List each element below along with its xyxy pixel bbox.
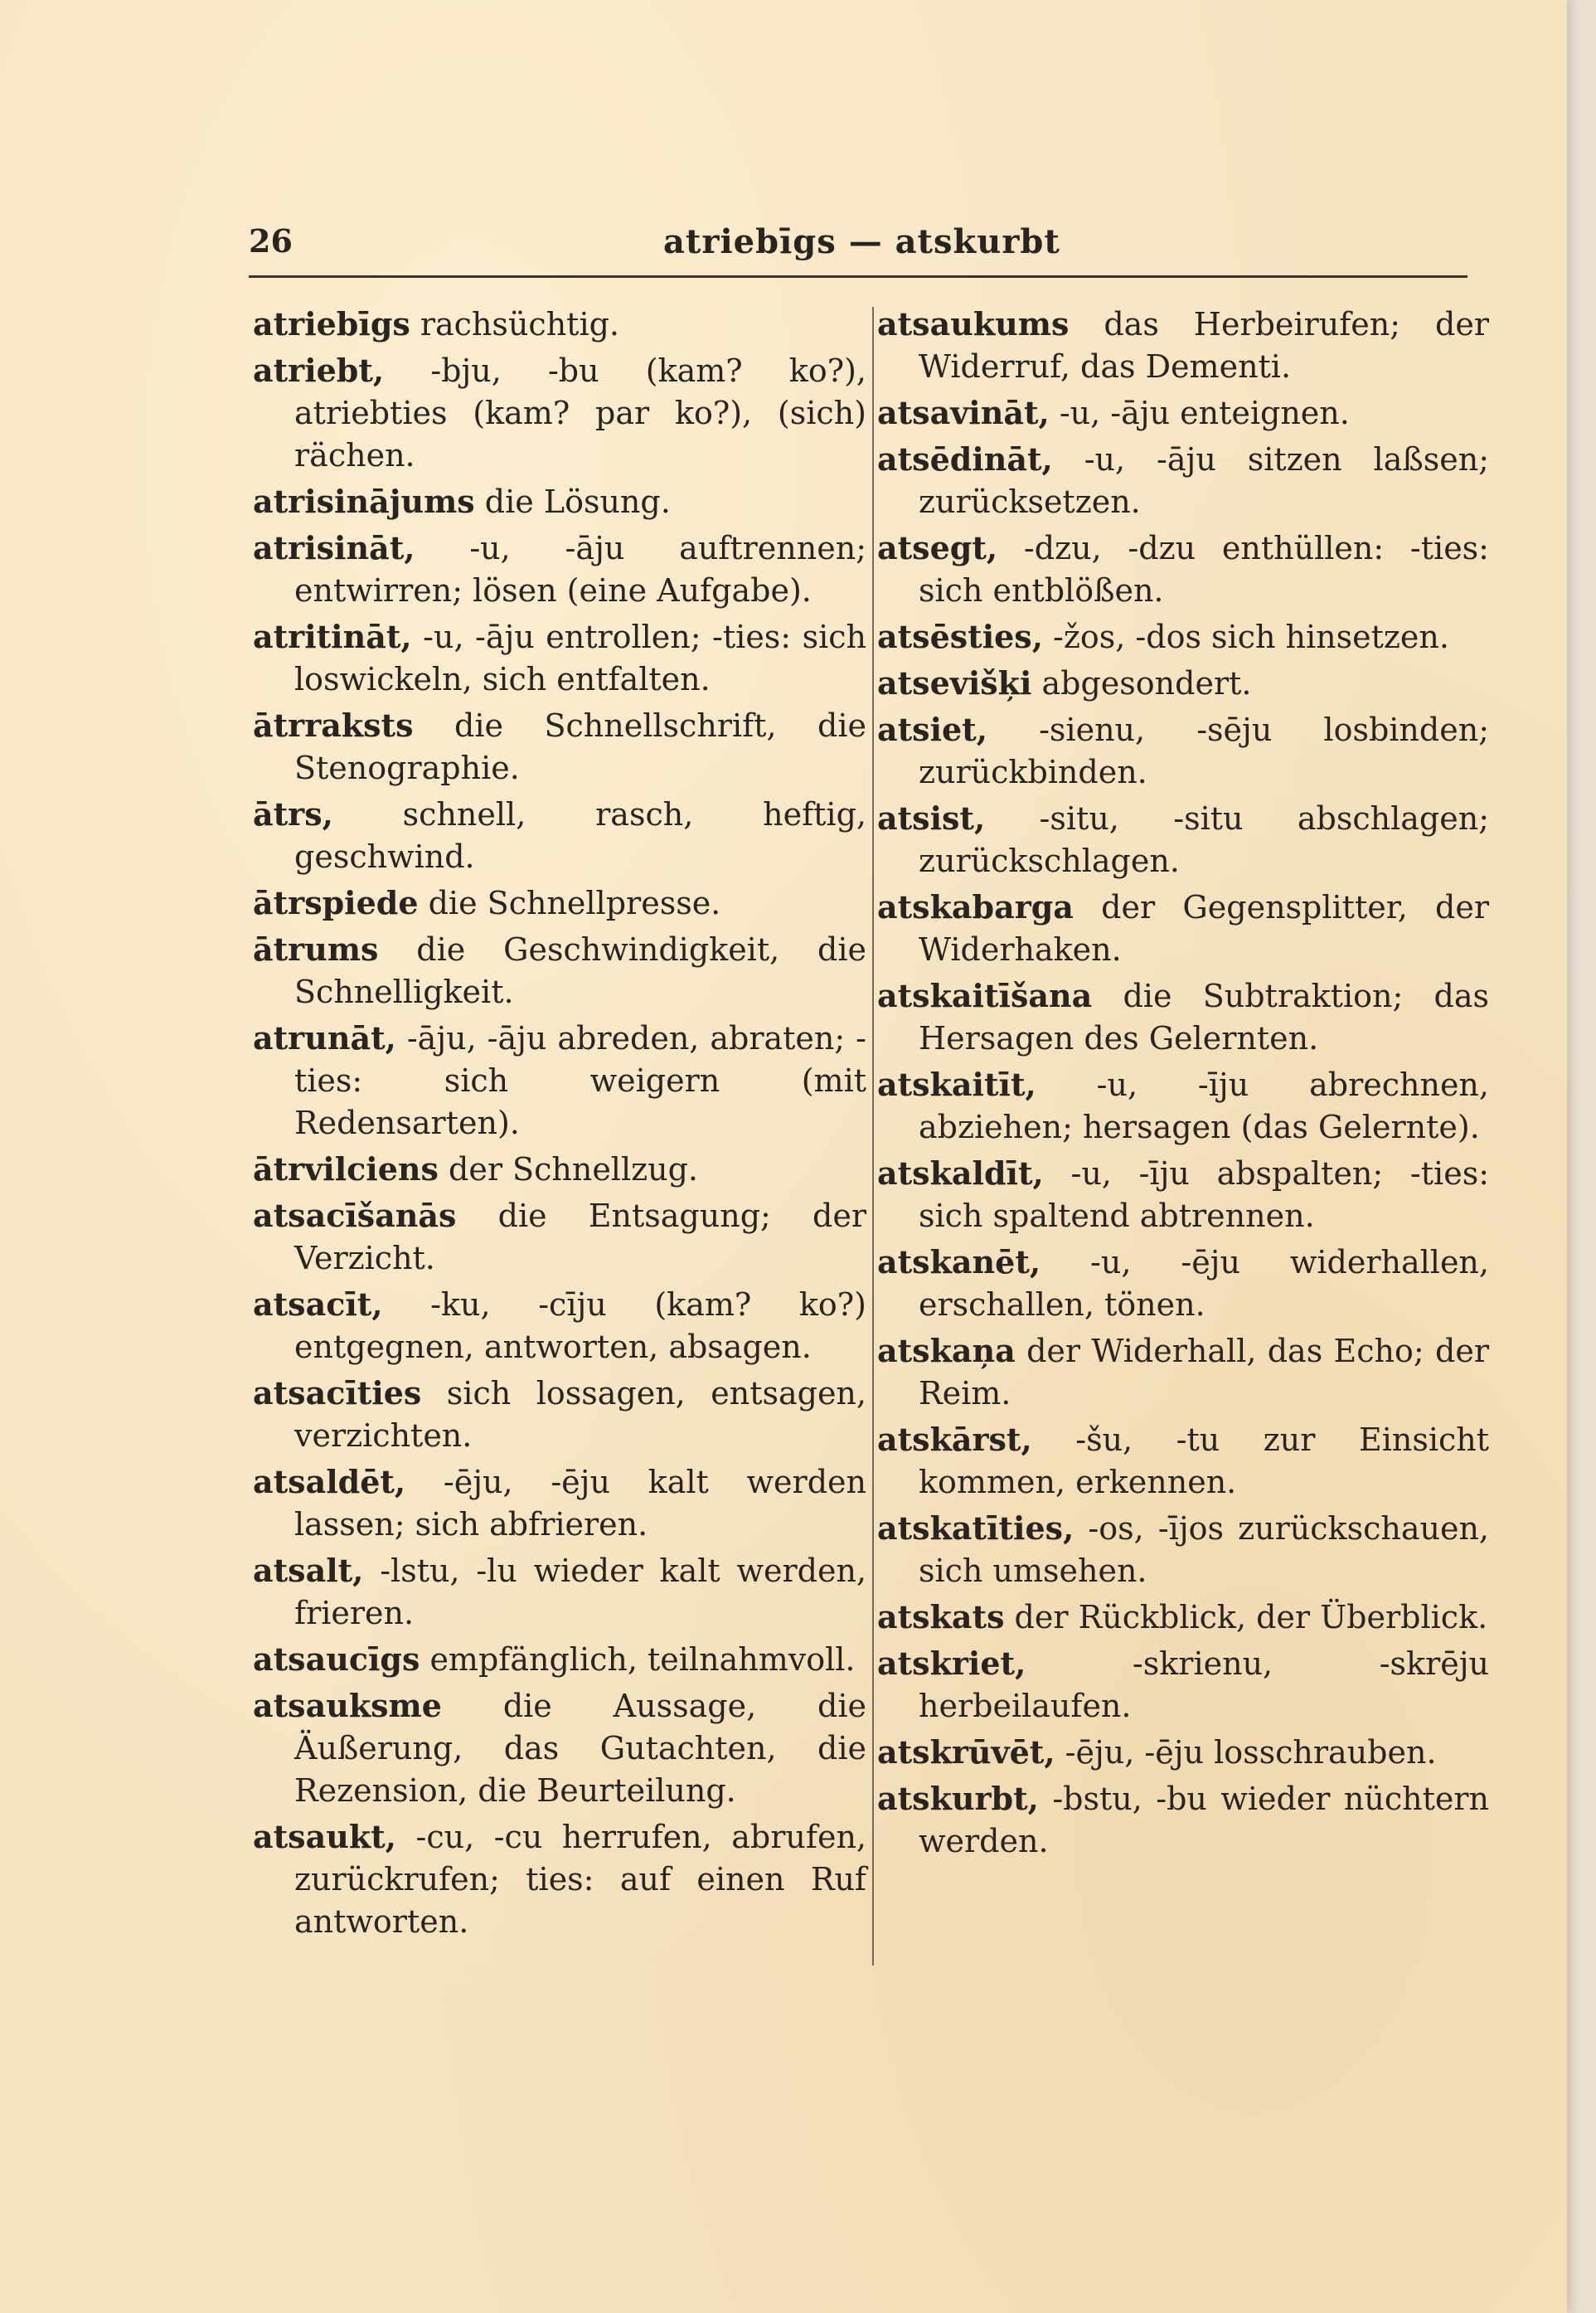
dictionary-entry bbox=[253, 1194, 866, 1280]
entry-definition: der Schnellzug. bbox=[438, 1151, 699, 1188]
entry-headword: atsēsties, bbox=[877, 618, 1043, 655]
dictionary-entry bbox=[253, 480, 866, 523]
dictionary-entry bbox=[253, 882, 866, 925]
entry-definition: der Widerhall, das Echo; der Reim. bbox=[919, 1333, 1489, 1412]
entry-definition: -situ, -situ abschlagen; zurückschlagen. bbox=[919, 800, 1489, 879]
dictionary-entry bbox=[877, 1507, 1489, 1592]
entry-definition: -ēju, -ēju kalt werden lassen; sich abfrieren. bbox=[294, 1464, 866, 1543]
dictionary-entry bbox=[877, 303, 1489, 388]
entry-headword: ātrums bbox=[253, 931, 379, 968]
entry-definition: -skrienu, -skrēju herbeilaufen. bbox=[919, 1645, 1489, 1724]
entry-definition: das Herbeirufen; der Widerruf, das Dementi. bbox=[919, 306, 1489, 385]
entry-headword: atriebt, bbox=[253, 352, 385, 389]
entry-definition: -u, -īju abspalten; -ties: sich spaltend abtrennen. bbox=[919, 1155, 1489, 1234]
entry-definition: die Subtraktion; das Hersagen des Gelernten. bbox=[919, 978, 1489, 1057]
entry-headword: atsegt, bbox=[877, 529, 998, 566]
entry-definition: -šu, -tu zur Einsicht kommen, erkennen. bbox=[919, 1421, 1489, 1500]
entry-headword: atskaņa bbox=[877, 1332, 1016, 1369]
entry-definition: -bju, -bu (kam? ko?), atriebties (kam? par ko?), (sich) rächen. bbox=[294, 352, 866, 474]
entry-headword: atrunāt, bbox=[253, 1019, 396, 1057]
entry-headword: atskats bbox=[877, 1598, 1005, 1635]
dictionary-entry bbox=[253, 1017, 866, 1144]
dictionary-entry bbox=[253, 1283, 866, 1368]
entry-definition: -ku, -cīju (kam? ko?) entgegnen, antworten, absagen. bbox=[294, 1286, 866, 1365]
entry-headword: atsauksme bbox=[253, 1687, 442, 1724]
entry-headword: atsaukums bbox=[877, 305, 1070, 343]
dictionary-entry bbox=[253, 1460, 866, 1546]
entry-definition: -žos, -dos sich hinsetzen. bbox=[1042, 619, 1449, 655]
dictionary-entry bbox=[877, 1063, 1489, 1149]
dictionary-entry bbox=[253, 1148, 866, 1191]
dictionary-entry bbox=[877, 438, 1489, 523]
entry-headword: atsacīšanās bbox=[253, 1197, 457, 1234]
entry-definition: -u, -āju entrollen; -ties: sich loswickeln, sich entfalten. bbox=[294, 619, 866, 697]
dictionary-entry bbox=[877, 886, 1489, 971]
entry-headword: atsalt, bbox=[253, 1552, 364, 1589]
entry-headword: atrisinājums bbox=[253, 483, 475, 520]
entry-definition: -lstu, -lu wieder kalt werden, frieren. bbox=[294, 1553, 866, 1631]
entry-definition: -u, -īju abrechnen, abziehen; hersagen (das Gelernte). bbox=[919, 1067, 1489, 1145]
entry-headword: atskatīties, bbox=[877, 1509, 1075, 1547]
dictionary-entry bbox=[253, 1372, 866, 1457]
entry-definition: -āju, -āju abreden, abraten; -ties: sich weigern (mit Redensarten). bbox=[294, 1020, 866, 1141]
entry-headword: atskrūvēt, bbox=[877, 1733, 1055, 1771]
entry-definition: -u, -āju enteignen. bbox=[1049, 395, 1350, 431]
running-head: atriebīgs — atskurbt bbox=[663, 222, 1060, 261]
dictionary-entry bbox=[877, 1642, 1489, 1727]
entry-definition: -dzu, -dzu enthüllen: -ties: sich entblößen. bbox=[919, 530, 1489, 609]
dictionary-entry bbox=[253, 928, 866, 1013]
entry-headword: ātrspiede bbox=[253, 884, 419, 921]
entry-definition: die Geschwindigkeit, die Schnelligkeit. bbox=[294, 931, 866, 1010]
column-divider bbox=[872, 307, 874, 1966]
entry-headword: atritināt, bbox=[253, 618, 412, 655]
entry-definition: -sienu, -sēju losbinden; zurückbinden. bbox=[919, 712, 1489, 790]
header-rule bbox=[249, 275, 1467, 278]
entry-definition: die Schnellschrift, die Stenographie. bbox=[294, 707, 866, 786]
entry-headword: atskurbt, bbox=[877, 1780, 1039, 1817]
entry-definition: die Entsagung; der Verzicht. bbox=[294, 1198, 866, 1276]
dictionary-entry bbox=[253, 793, 866, 878]
entry-definition: -u, -āju sitzen laßsen; zurücksetzen. bbox=[919, 441, 1489, 520]
dictionary-entry bbox=[877, 1329, 1489, 1415]
entry-headword: ātrs, bbox=[253, 795, 333, 833]
entry-headword: atsacīties bbox=[253, 1374, 422, 1412]
right-column bbox=[877, 303, 1489, 1866]
entry-headword: ātrvilciens bbox=[253, 1150, 439, 1188]
entry-definition: rachsüchtig. bbox=[410, 306, 619, 343]
page-number: 26 bbox=[249, 222, 293, 260]
entry-headword: ātrraksts bbox=[253, 707, 414, 744]
entry-definition: empfänglich, teilnahmvoll. bbox=[420, 1641, 856, 1678]
entry-definition: -u, -ēju widerhallen, erschallen, tönen. bbox=[919, 1244, 1489, 1323]
entry-definition: schnell, rasch, heftig, geschwind. bbox=[294, 796, 866, 875]
dictionary-entry bbox=[877, 615, 1489, 658]
entry-definition: der Gegensplitter, der Widerhaken. bbox=[919, 889, 1489, 968]
entry-headword: atsevišķi bbox=[877, 664, 1032, 702]
entry-headword: atsaukt, bbox=[253, 1818, 396, 1855]
dictionary-entry bbox=[877, 1596, 1489, 1639]
dictionary-entry bbox=[253, 1638, 866, 1681]
entry-headword: atskaldīt, bbox=[877, 1154, 1044, 1192]
dictionary-entry bbox=[877, 1418, 1489, 1504]
dictionary-entry bbox=[253, 615, 866, 701]
dictionary-entry bbox=[253, 1549, 866, 1635]
entry-definition: -u, -āju auftrennen; entwirren; lösen (eine Aufgabe). bbox=[294, 530, 866, 609]
left-column bbox=[253, 303, 866, 1946]
entry-definition: die Lösung. bbox=[474, 483, 671, 520]
entry-headword: atsacīt, bbox=[253, 1285, 383, 1323]
entry-definition: die Schnellpresse. bbox=[418, 885, 721, 921]
dictionary-entry bbox=[877, 662, 1489, 705]
dictionary-entry bbox=[877, 974, 1489, 1060]
entry-definition: die Aussage, die Äußerung, das Gutachten, die Rezension, die Beurteilung. bbox=[294, 1688, 866, 1809]
entry-headword: atsavināt, bbox=[877, 394, 1050, 431]
page-header bbox=[249, 222, 1467, 272]
dictionary-entry bbox=[253, 1815, 866, 1943]
entry-headword: atskaitīt, bbox=[877, 1066, 1036, 1103]
dictionary-entry bbox=[253, 1684, 866, 1812]
dictionary-entry bbox=[253, 349, 866, 477]
dictionary-entry bbox=[253, 527, 866, 612]
entry-definition: -ēju, -ēju losschrauben. bbox=[1055, 1734, 1437, 1771]
entry-definition: sich lossagen, entsagen, verzichten. bbox=[294, 1375, 866, 1454]
entry-headword: atsiet, bbox=[877, 711, 987, 748]
entry-headword: atsist, bbox=[877, 799, 986, 837]
entry-headword: atskabarga bbox=[877, 888, 1074, 926]
entry-definition: der Rückblick, der Überblick. bbox=[1004, 1599, 1488, 1635]
entry-headword: atsaldēt, bbox=[253, 1463, 406, 1500]
dictionary-entry bbox=[877, 527, 1489, 612]
entry-definition: -bstu, -bu wieder nüchtern werden. bbox=[919, 1781, 1489, 1859]
dictionary-entry bbox=[877, 1152, 1489, 1237]
entry-headword: atrisināt, bbox=[253, 529, 415, 566]
dictionary-entry bbox=[877, 391, 1489, 435]
dictionary-entry bbox=[877, 1777, 1489, 1863]
entry-headword: atskaitīšana bbox=[877, 977, 1093, 1014]
entry-definition: -os, -ījos zurückschauen, sich umsehen. bbox=[919, 1510, 1489, 1589]
entry-headword: atsaucīgs bbox=[253, 1640, 420, 1678]
entry-headword: atskriet, bbox=[877, 1645, 1026, 1682]
entry-headword: atsēdināt, bbox=[877, 440, 1053, 478]
dictionary-entry bbox=[877, 1241, 1489, 1326]
entry-definition: abgesondert. bbox=[1031, 665, 1252, 702]
dictionary-entry bbox=[877, 708, 1489, 794]
entry-headword: atriebīgs bbox=[253, 305, 410, 343]
dictionary-entry bbox=[253, 704, 866, 790]
dictionary-entry bbox=[877, 1731, 1489, 1774]
dictionary-entry bbox=[877, 797, 1489, 882]
entry-definition: -cu, -cu herrufen, abrufen, zurückrufen; ties: auf einen Ruf antworten. bbox=[294, 1819, 866, 1940]
entry-headword: atskārst, bbox=[877, 1421, 1032, 1458]
dictionary-entry bbox=[253, 303, 866, 346]
entry-headword: atskanēt, bbox=[877, 1243, 1041, 1280]
